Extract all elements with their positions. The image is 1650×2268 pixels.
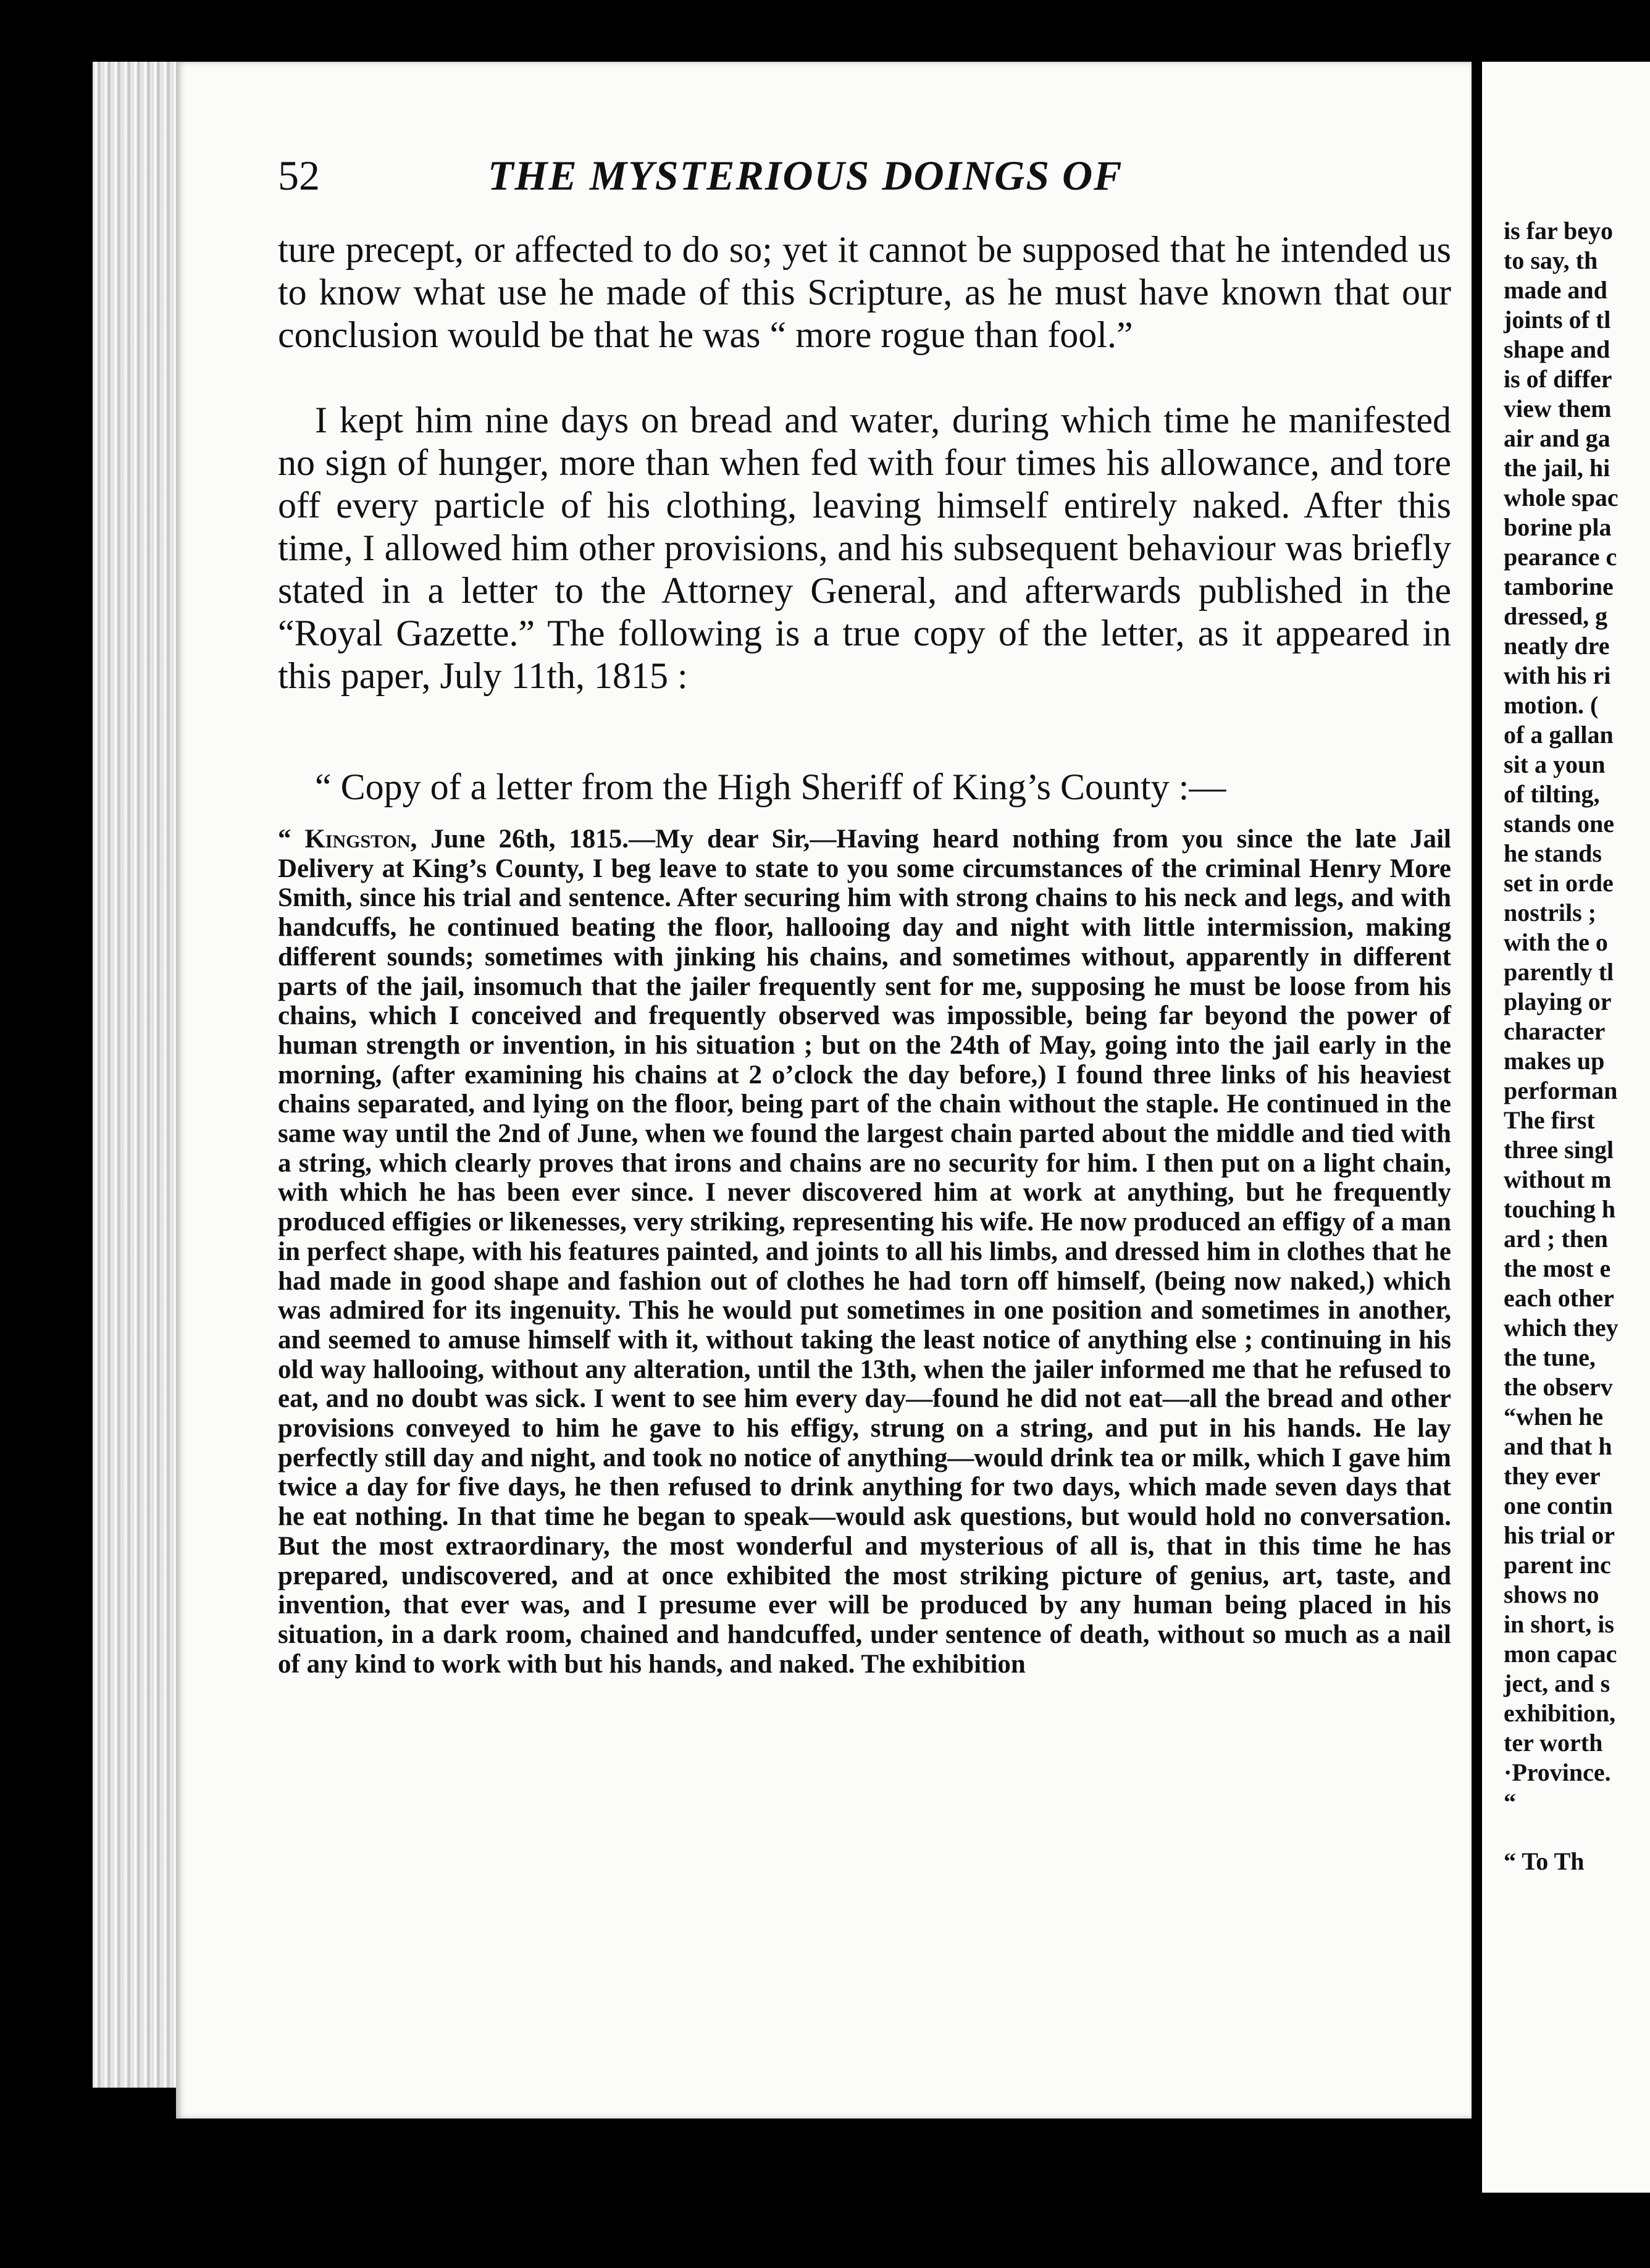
facing-page-line: to say, th (1504, 246, 1598, 274)
facing-page-line: the observ (1504, 1373, 1613, 1401)
paragraph-continuation: ture precept, or affected to do so; yet it cannot be supposed that he intended us to know what use he made of this Scripture, as he must have known that our conclusion would be that he was “ more rogue than fool.” (278, 229, 1451, 355)
facing-page-line: touching h (1504, 1195, 1616, 1223)
facing-page-line (1504, 1817, 1650, 1847)
facing-page-text (1504, 216, 1650, 1876)
facing-page-line: is far beyo (1504, 217, 1614, 245)
facing-page-line: stands one (1504, 810, 1614, 838)
book-binding-edge (93, 62, 179, 2088)
facing-page-line: in short, is (1504, 1610, 1614, 1638)
facing-page-line: neatly dre (1504, 632, 1610, 660)
facing-page-line: parently tl (1504, 958, 1614, 986)
facing-page-line: character (1504, 1017, 1606, 1045)
facing-page-line: tamborine (1504, 573, 1614, 600)
facing-page-line: borine pla (1504, 513, 1612, 541)
facing-page-line: made and (1504, 276, 1607, 304)
facing-page-line: ject, and s (1504, 1670, 1610, 1697)
letter-text: June 26th, 1815.—My dear Sir,—Having heard nothing from you since the late Jail Delivery at King’s County, I beg leave to state to you some circumstances of the criminal Henry More Smith, since his trial and sentence. After securing him with strong chains to his neck and legs, and with handcuffs, he continued beating the floor, hallooing day and night with little intermission, making different sounds; sometimes with jinking his chains, and sometimes without, apparently in different parts of the jail, insomuch that the jailer frequently sent for me, supposing he must be loose from his chains, which I conceived and frequently observed was impossible, being far beyond the power of human strength or invention, in his situation ; but on the 24th of May, going into the jail early in the morning, (after examining his chains at 2 o’clock the day before,) I found three links of his heaviest chains separated, and lying on the floor, being part of the chain without the staple. He continued in the same way until the 2nd of June, when we found the largest chain parted about the middle and tied with a string, which clearly proves that irons and chains are no security for him. I then put on a light chain, with which he has been ever since. I never discovered him at work at anything, but he frequently produced effigies or likenesses, very striking, representing his wife. He now produced an effigy of a man in perfect shape, with his features painted, and joints to all his limbs, and dressed him in clothes that he had made in good shape and fashion out of clothes he had torn off himself, (being now naked,) which was admired for its ingenuity. This he would put sometimes in one position and sometimes in another, and seemed to amuse himself with it, without taking the least notice of anything else ; continuing in his old way hallooing, without any alteration, until the 13th, when the jailer informed me that he refused to eat, and no doubt was sick. I went to see him every day—found he did not eat—all the bread and other provisions conveyed to him he gave to his effigy, strung on a string, and put in his hands. He lay perfectly still day and night, and took no notice of anything—would drink tea or milk, which I gave him twice a day for five days, he then refused to drink anything for two days, which made seven days that he eat nothing. In that time he began to speak—would ask questions, but would hold no conversation. But the most extraordinary, the most wonderful and mysterious of all is, that in this time he has prepared, undiscovered, and at once exhibited the most striking picture of genius, art, taste, and invention, that ever was, and I presume ever will be produced by any human being placed in his situation, in a dark room, chained and handcuffed, under sentence of death, without so much as a nail of any kind to work with but his hands, and naked. The exhibition (278, 825, 1452, 1679)
facing-page-line: playing or (1504, 988, 1612, 1015)
page-header (278, 151, 1266, 207)
facing-page-line: “when he (1504, 1403, 1604, 1430)
facing-page-line: whole spac (1504, 484, 1619, 511)
facing-page-line: ter worth (1504, 1729, 1603, 1757)
paragraph-nine-days: I kept him nine days on bread and water, during which time he manifested no sign of hunger, more than when fed with four times his allowance, and tore off every particle of his clothing, leaving himself entirely naked. After this time, I allowed him other provisions, and his subsequent behaviour was briefly stated in a letter to the Attorney General, and afterwards published in the “Royal Gazette.” The following is a true copy of the letter, as it appeared in this paper, July 11th, 1815 : (278, 400, 1451, 696)
facing-page-line: nostrils ; (1504, 899, 1596, 926)
facing-page-line: exhibition, (1504, 1699, 1616, 1727)
facing-page-line: one contin (1504, 1492, 1613, 1519)
facing-page-line: he stands (1504, 839, 1602, 867)
facing-page-line: “ To Th (1504, 1847, 1585, 1875)
facing-page-line: of a gallan (1504, 721, 1614, 749)
facing-page-line: motion. ( (1504, 691, 1599, 719)
facing-page-line: pearance c (1504, 543, 1617, 571)
running-title: THE MYSTERIOUS DOINGS OF (488, 152, 1123, 199)
page-number: 52 (278, 152, 320, 199)
facing-page-line: makes up (1504, 1047, 1605, 1075)
facing-page-line: they ever (1504, 1462, 1601, 1490)
facing-page-line: and that h (1504, 1432, 1612, 1460)
facing-page-line: ard ; then (1504, 1225, 1608, 1253)
facing-page-line: joints of tl (1504, 306, 1611, 334)
letter-heading: “ Copy of a letter from the High Sheriff of King’s County :— (315, 766, 1226, 807)
facing-page-line: the most e (1504, 1254, 1611, 1282)
facing-page-line: performan (1504, 1077, 1618, 1104)
facing-page-line: shape and (1504, 335, 1610, 363)
facing-page-line: the tune, (1504, 1343, 1596, 1371)
facing-page-line: “ (1504, 1788, 1516, 1816)
facing-page-line: with the o (1504, 928, 1608, 956)
facing-page-line: of tilting, (1504, 780, 1600, 808)
facing-page-line: air and ga (1504, 424, 1610, 452)
facing-page-line: The first (1504, 1106, 1595, 1134)
facing-page-line: his trial or (1504, 1521, 1615, 1549)
facing-page-line: three singl (1504, 1136, 1614, 1164)
facing-page-line: the jail, hi (1504, 454, 1610, 482)
facing-page-line: set in orde (1504, 869, 1614, 897)
facing-page-line: mon capac (1504, 1640, 1617, 1668)
facing-page-line: ·Province. (1504, 1758, 1611, 1786)
facing-page-line: each other (1504, 1284, 1614, 1312)
letter-body: “ Kingston, June 26th, 1815.—My dear Sir,—Having heard nothing from you since the late Jail Delivery at King’s County, I beg leave to state to you some circumstances of the criminal Henry More Smith, since his trial and sentence. After securing him with strong chains to his neck and legs, and with handcuffs, he continued beating the floor, hallooing day and night with little intermission, making different sounds; sometimes with jinking his chains, and sometimes without, apparently in different parts of the jail, insomuch that the jailer frequently sent for me, supposing he must be loose from his chains, which I conceived and frequently observed was impossible, being far beyond the power of human strength or invention, in his situation ; but on the 24th of May, going into the jail early in the morning, (after examining his chains at 2 o’clock the day before,) I found three links of his heaviest chains separated, and lying on the floor, being part of the chain without the staple. He continued in the same way until the 2nd of June, when we found the largest chain parted about the middle and tied with a string, which clearly proves that irons and chains are no security for him. I then put on a light chain, with which he has been ever since. I never discovered him at work at anything, but he frequently produced effigies or likenesses, very striking, representing his wife. He now produced an effigy of a man in perfect shape, with his features painted, and joints to all his limbs, and dressed him in clothes that he had made in good shape and fashion out of clothes he had torn off himself, (being now naked,) which was admired for its ingenuity. This he would put sometimes in one position and sometimes in another, and seemed to amuse himself with it, without taking the least notice of anything else ; continuing in his old way hallooing, without any alteration, until the 13th, when the jailer informed me that he refused to eat, and no doubt was sick. I went to see him every day—found he did not eat—all the bread and other provisions conveyed to him he gave to his effigy, strung on a string, and put in his hands. He lay perfectly still day and night, and took no notice of anything—would drink tea or milk, which I gave him twice a day for five days, he then refused to drink anything for two days, which made seven days that he eat nothing. In that time he began to speak—would ask questions, but would hold no conversation. But the most extraordinary, the most wonderful and mysterious of all is, that in this time he has prepared, undiscovered, and at once exhibited the most striking picture of genius, art, taste, and invention, that ever was, and I presume ever will be produced by any human being placed in his situation, in a dark room, chained and handcuffed, under sentence of death, without so much as a nail of any kind to work with but his hands, and naked. The exhibition (278, 825, 1452, 1679)
facing-page-line: view them (1504, 395, 1612, 422)
facing-page-line: dressed, g (1504, 602, 1608, 630)
facing-page-line: which they (1504, 1314, 1619, 1342)
facing-page-line: with his ri (1504, 662, 1611, 689)
facing-page (1482, 62, 1650, 2193)
facing-page-line: without m (1504, 1166, 1612, 1193)
facing-page-line: parent inc (1504, 1551, 1611, 1579)
facing-page-line: shows no (1504, 1581, 1599, 1608)
facing-page-line: is of differ (1504, 365, 1612, 393)
facing-page-line: sit a youn (1504, 750, 1606, 778)
letter-place: Kingston, (304, 825, 417, 854)
